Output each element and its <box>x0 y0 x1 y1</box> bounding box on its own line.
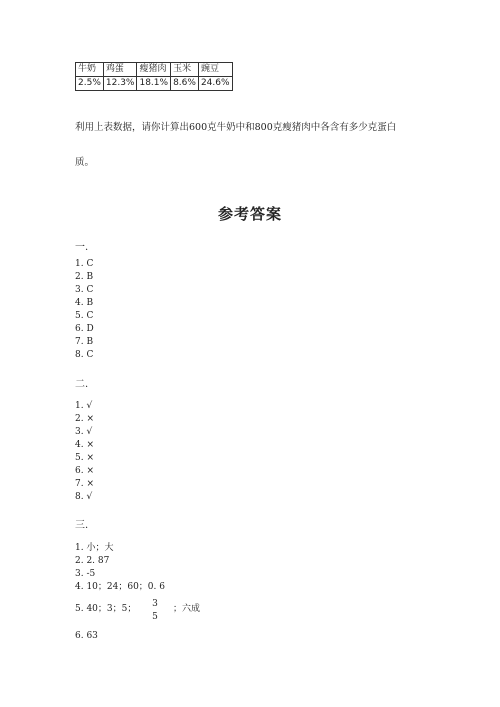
answer-item: 2. × <box>75 414 94 424</box>
answer-item: 1. C <box>75 259 94 269</box>
table-cell: 18.1% <box>137 77 171 91</box>
answer-item: 6. × <box>75 466 94 476</box>
answer-item: 2. 2. 87 <box>75 556 110 566</box>
table-cell: 12.3% <box>103 77 137 91</box>
table-cell: 2.5% <box>76 77 104 91</box>
table-row <box>76 77 233 91</box>
table-header-cell: 玉米 <box>171 63 199 77</box>
fraction <box>150 599 160 623</box>
answer-item: 3. -5 <box>75 569 96 579</box>
answer-key-title: 参考答案 <box>217 205 282 223</box>
answer-item: 2. B <box>75 272 94 282</box>
answer-item: 4. × <box>75 440 94 450</box>
table-header-cell: 鸡蛋 <box>103 63 137 77</box>
answer-item-5-prefix: 5. 40；3；5； <box>75 604 137 614</box>
table-cell: 8.6% <box>171 77 199 91</box>
section-2-title: 二. <box>75 379 89 390</box>
question-text: 利用上表数据，请你计算出600克牛奶中和800克瘦猪肉中各含有多少克蛋白 <box>75 122 397 133</box>
answer-item: 1. √ <box>75 401 93 411</box>
section-3-title: 三. <box>75 520 89 531</box>
answer-item: 5. × <box>75 453 94 463</box>
answer-item: 6. 63 <box>75 631 98 641</box>
table-header-cell: 瘦猪肉 <box>137 63 171 77</box>
answer-item: 7. B <box>75 337 94 347</box>
table-header-cell: 豌豆 <box>198 63 232 77</box>
table-header-cell: 牛奶 <box>76 63 104 77</box>
table-cell: 24.6% <box>198 77 232 91</box>
answer-item: 7. × <box>75 479 94 489</box>
table-header-row <box>76 63 233 77</box>
answer-item-5-suffix: ；六成 <box>173 604 201 614</box>
fraction-denominator: 5 <box>152 612 158 622</box>
section-1-title: 一. <box>75 242 89 253</box>
answer-item: 3. C <box>75 285 94 295</box>
answer-item: 8. √ <box>75 492 93 502</box>
answer-item: 4. 10；24；60；0. 6 <box>75 582 165 592</box>
answer-item: 3. √ <box>75 427 93 437</box>
answer-item: 8. C <box>75 350 94 360</box>
protein-table <box>75 62 233 91</box>
answer-item: 6. D <box>75 324 94 334</box>
fraction-numerator: 3 <box>152 599 158 609</box>
answer-item: 1. 小；大 <box>75 543 114 553</box>
answer-item: 4. B <box>75 298 94 308</box>
question-text-continued: 质。 <box>75 157 95 168</box>
answer-item: 5. C <box>75 311 94 321</box>
